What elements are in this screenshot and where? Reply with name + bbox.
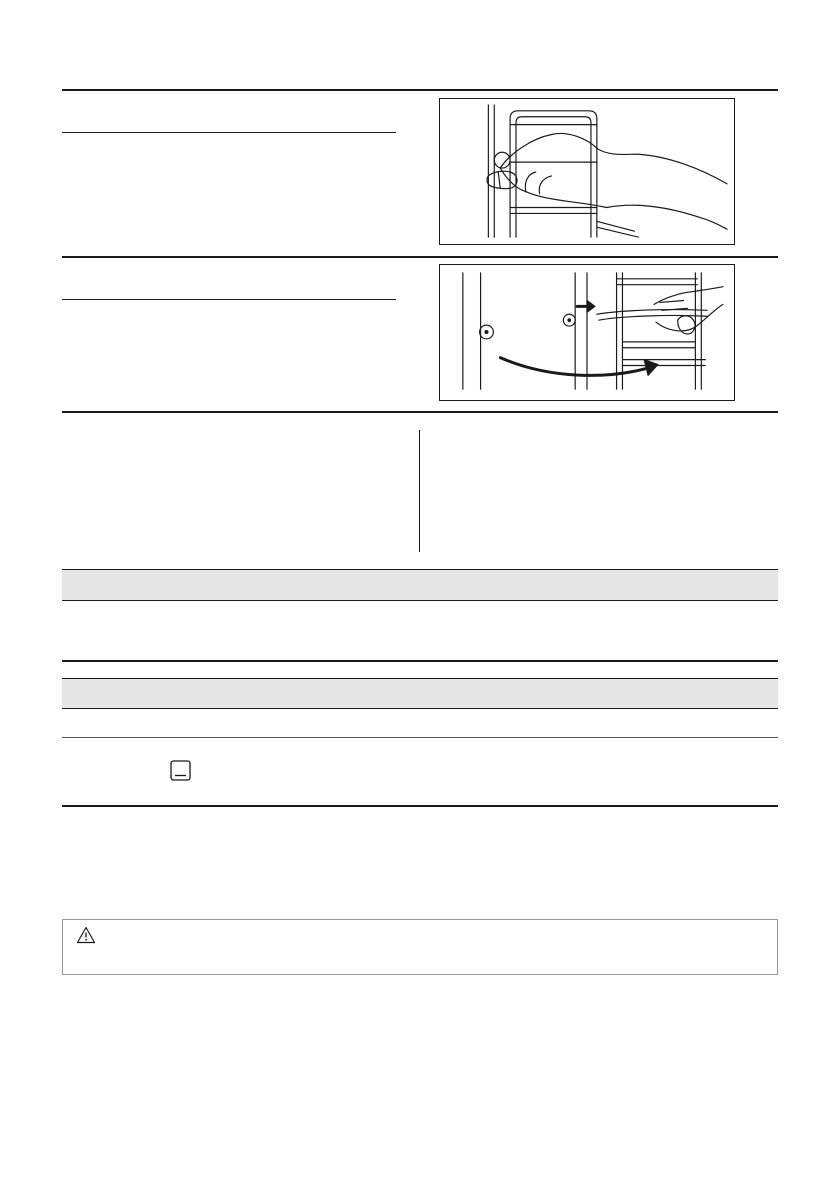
oven-mode-icon xyxy=(170,760,191,781)
step-2-underline xyxy=(62,299,396,300)
step-3-top-rule xyxy=(62,411,778,413)
figure-lift-shelf-support xyxy=(439,98,735,245)
table-2-row-rule xyxy=(62,737,778,738)
step-2-top-rule xyxy=(62,256,778,258)
figure-remove-shelf-support xyxy=(439,264,735,401)
hand-lifting-shelf-support-illustration xyxy=(440,99,734,244)
table-2-header xyxy=(62,678,778,709)
column-divider xyxy=(419,430,420,552)
table-1-header xyxy=(62,569,778,601)
step-1-underline xyxy=(62,132,396,133)
shelf-support-removal-illustration xyxy=(440,265,734,400)
warning-triangle-icon xyxy=(76,926,96,944)
table-1-bottom-rule xyxy=(62,660,778,662)
page-top-rule xyxy=(62,89,778,91)
warning-box xyxy=(62,919,778,975)
table-2-bottom-rule xyxy=(62,805,778,807)
